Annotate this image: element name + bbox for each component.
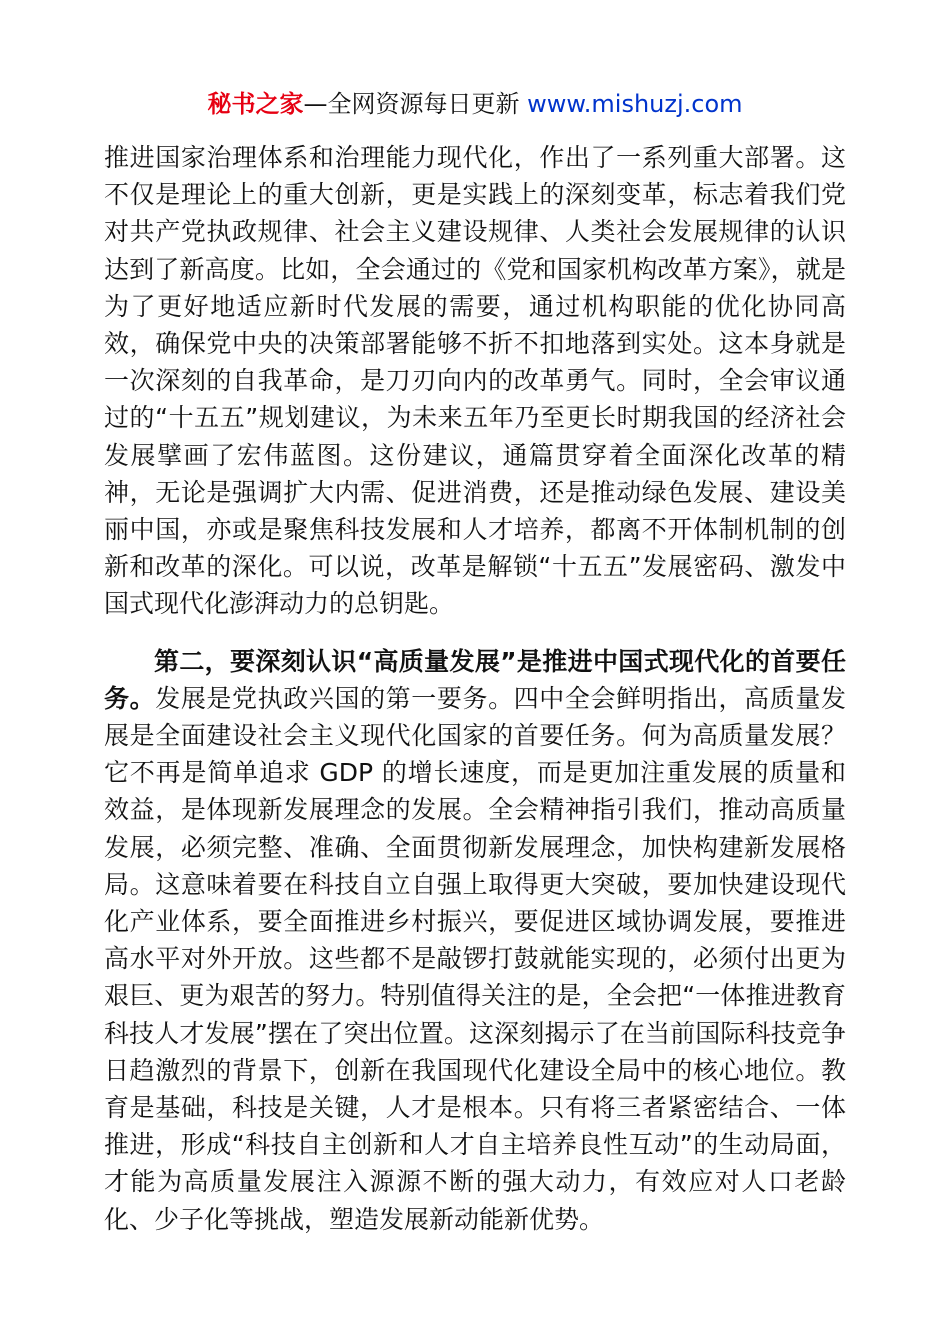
header-slogan: 全网资源每日更新 [327,90,520,118]
brand-name: 秘书之家 [207,90,304,118]
header-separator: — [303,90,328,118]
document-body [104,139,846,1238]
paragraph-2-body: 发展是党执政兴国的第一要务。四中全会鲜明指出，高质量发展是全面建设社会主义现代化国家的首要任务。何为高质量发展？它不再是简单追求 GDP 的增长速度，而是更加注重发展的质量和效益，是体现新发展理念的发展。全会精神指引我们，推动高质量发展，必须完整、准确、全面贯彻新发展理念，加快构建新发展格局。这意味着要在科技自立自强上取得更大突破，要加快建设现代化产业体系，要全面推进乡村振兴，要促进区域协调发展，要推进高水平对外开放。这些都不是敲锣打鼓就能实现的，必须付出更为艰巨、更为艰苦的努力。特别值得关注的是，全会把“一体推进教育科技人才发展”摆在了突出位置。这深刻揭示了在当前国际科技竞争日趋激烈的背景下，创新在我国现代化建设全局中的核心地位。教育是基础，科技是关键，人才是根本。只有将三者紧密结合、一体推进，形成“科技自主创新和人才自主培养良性互动”的生动局面，才能为高质量发展注入源源不断的强大动力，有效应对人口老龄化、少子化等挑战，塑造发展新动能新优势。 [104,683,846,1234]
page-header [0,88,950,120]
site-link[interactable]: www.mishuzj.com [527,90,743,118]
paragraph-2 [104,643,846,1238]
paragraph-1: 推进国家治理体系和治理能力现代化，作出了一系列重大部署。这不仅是理论上的重大创新，更是实践上的深刻变革，标志着我们党对共产党执政规律、社会主义建设规律、人类社会发展规律的认识达到了新高度。比如，全会通过的《党和国家机构改革方案》，就是为了更好地适应新时代发展的需要，通过机构职能的优化协同高效，确保党中央的决策部署能够不折不扣地落到实处。这本身就是一次深刻的自我革命，是刀刃向内的改革勇气。同时，全会审议通过的“十五五”规划建议，为未来五年乃至更长时期我国的经济社会发展擘画了宏伟蓝图。这份建议，通篇贯穿着全面深化改革的精神，无论是强调扩大内需、促进消费，还是推动绿色发展、建设美丽中国，亦或是聚焦科技发展和人才培养，都离不开体制机制的创新和改革的深化。可以说，改革是解锁“十五五”发展密码、激发中国式现代化澎湃动力的总钥匙。 [104,143,846,619]
paragraph-2-heading: 第二，要深刻认识“高质量发展”是推进中国式现代化的首要任务。 [104,646,846,713]
